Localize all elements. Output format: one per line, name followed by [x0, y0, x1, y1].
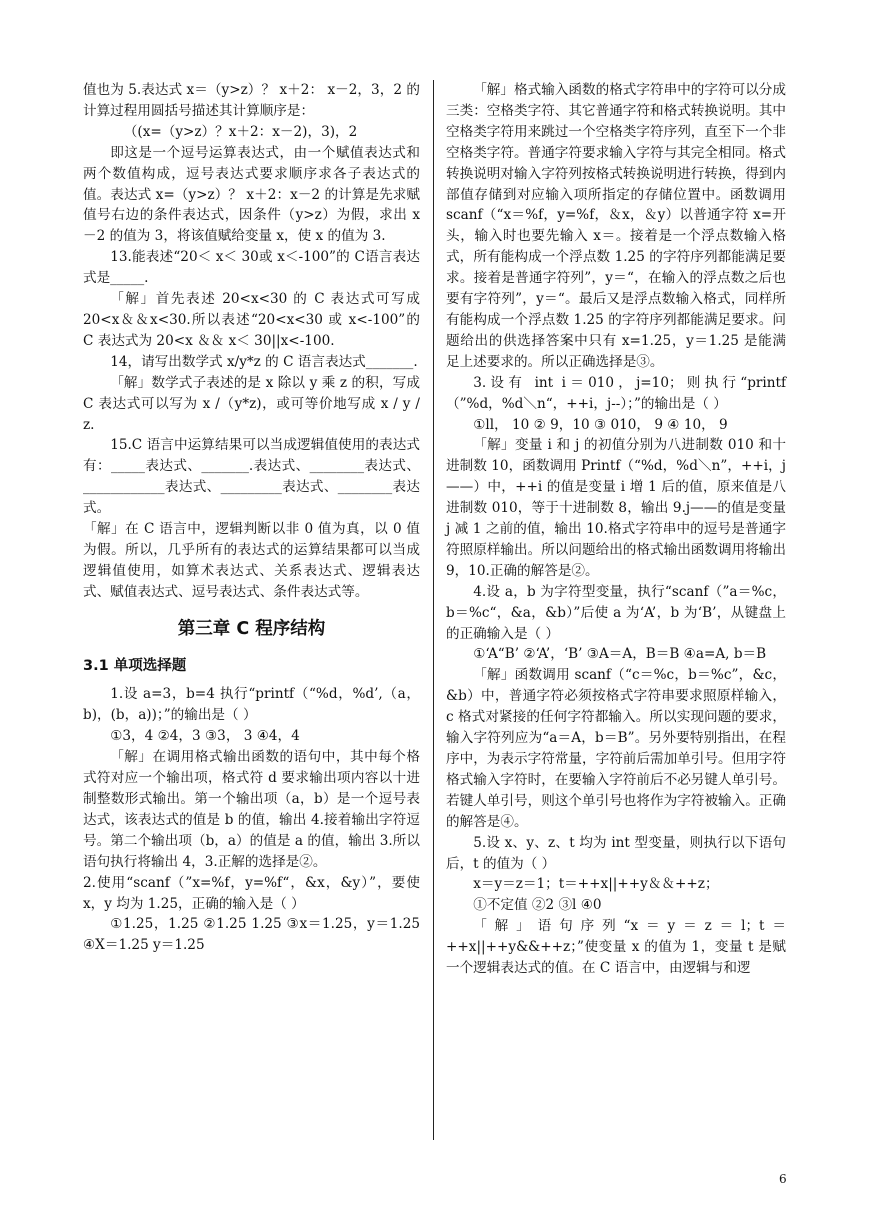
- paragraph: 「解」数学式子表述的是 x 除以 y 乘 z 的积，写成 C 表达式可以写为 x /（y*z)，或可等价地写成 x / y / z.: [83, 374, 420, 433]
- paragraph: ①‘A“B’ ②‘A’，‘B’ ③A＝A，B＝B ④a=A, b＝B: [473, 646, 767, 663]
- paragraph: 「解」格式输入函数的格式字符串中的字符可以分成三类：空格类字符、其它普通字符和格式转换说明。其中空格类字符用来跳过一个空格类字符序列，直至下一个非空格类字符。普通字符要求输入字符与其完全相同。格式转换说明对输入字符列按格式转换说明进行转换，得到内部值存储到对应输入项所指定的存储位置中。函数调用 scanf（“x＝%f，y=%f，＆x，＆y）以普通字符 x=开头，输入时也要先输入 x＝。接着是一个浮点数输入格式，所有能构成一个浮点数 1.25 的字符序列都能满足要求。接着是普通字符列”，y＝“，在输入的浮点数之后也要有字符列”，y＝“。最后又是浮点数输入格式，同样所有能构成一个浮点数 1.25 的字符序列都能满足要求。问题给出的供选择答案中只有 x=1.25，y＝1.25 是能满足上述要求的。所以正确选择是③。: [446, 82, 786, 370]
- paragraph: 「解」函数调用 scanf（“c＝%c，b＝%c”，&c，&b）中，普通字符必须按格式字符串要求照原样输入，c 格式对紧接的任何字符都输入。所以实现问题的要求，输入字符列应为“a＝A，b＝B”。另外要特别指出，在程序中，为表示字符常量，字符前后需加单引号。但用字符格式输入字符时，在要输入字符前后不必另键人单引号。若键人单引号，则这个单引号也将作为字符被输入。正确的解答是④。: [446, 667, 786, 830]
- paragraph: 4.设 a，b 为字符型变量，执行“scanf（”a＝%c，b＝%c“，&a，&b）”后使 a 为‘A’，b 为‘B’，从键盘上的正确输入是（ ）: [446, 583, 786, 642]
- paragraph: 2.使用“scanf（”x=%f，y=%f“，&x，&y）”，要使 x，y 均为 1.25，正确的输入是（ ）: [83, 874, 420, 912]
- paragraph: 5.设 x、y、z、t 均为 int 型变量，则执行以下语句后，t 的值为（ ）: [446, 834, 786, 872]
- paragraph: 值也为 5.表达式 x＝（y>z）？ x＋2： x－2，3，2 的计算过程用圆括号描述其计算顺序是：: [83, 82, 420, 119]
- paragraph: 「解」首先表述 20<x<30 的 C 表达式可写成 20<x＆＆x<30.所以表述“20<x<30 或 x<-100”的 C 表达式为 20<x ＆＆ x＜ 30||x<-100.: [83, 291, 420, 349]
- right-column: [446, 80, 786, 979]
- section-heading: 3.1 单项选择题: [83, 657, 187, 674]
- paragraph: 「解」在 C 语言中，逻辑判断以非 0 值为真，以 0 值为假。所以，几乎所有的表达式的运算结果都可以当成逻辑值使用，如算术表达式、关系表达式、逻辑表达式、赋值表达式、逗号表达式、条件表达式等。: [83, 521, 420, 600]
- paragraph: 3.设有 int i＝010，j=10；则执行“printf（”%d，%d＼n“，++i，j--）；”的输出是（ ）: [446, 374, 786, 412]
- paragraph: 「解」变量 i 和 j 的初值分别为八进制数 010 和十进制数 10，函数调用 Printf（“%d，%d＼n”，++i，j——）中，++i 的值是变量 i 增 1 后的值，原来值是八进制数 010，等于十进制数 8，输出 9.j——的值是变量 j 减 1 之前的值，输出 10.格式字符串中的逗号是普通字符照原样输出。所以问题给出的格式输出函数调用将输出 9，10.正确的解答是②。: [446, 437, 786, 579]
- paragraph: 15.C 语言中运算结果可以当成逻辑值使用的表达式有：_____表达式、_______.表达式、________表达式、____________表达式、_________表达式、________表达式。: [83, 437, 420, 517]
- paragraph: ①不定值 ②2 ③l ④0: [473, 897, 602, 914]
- paragraph: ①ll， 10 ② 9，10 ③ 010， 9 ④ 10， 9: [473, 416, 728, 433]
- paragraph: 1.设 a=3，b=4 执行“printf（“%d，%d’,（a，b)，(b，a))；”的输出是（ ）: [83, 686, 420, 724]
- paragraph: （(x=（y>z）？x＋2：x－2)，3)，2: [123, 123, 358, 140]
- paragraph: 14，请写出数学式 x/y*z 的 C 语言表达式_______.: [110, 353, 418, 370]
- paragraph: 「解」在调用格式输出函数的语句中，其中每个格式符对应一个输出项，格式符 d 要求输出项内容以十进制整数形式输出。第一个输出项（a，b）是一个逗号表达式，该表达式的值是 b 的值，输出 4.接着输出字符逗号。第二个输出项（b，a）的值是 a 的值，输出 3.所以语句执行将输出 4，3.正解的选择是②。: [83, 749, 420, 870]
- page-number: 6: [779, 1172, 787, 1186]
- paragraph: 即这是一个逗号运算表达式，由一个赋值表达式和两个数值构成，逗号表达式要求顺序求各子表达式的值。表达式 x=（y>z）？ x＋2：x－2 的计算是先求赋值号右边的条件表达式，因条件（y>z）为假，求出 x－2 的值为 3，将该值赋给变量 x，使 x 的值为 3.: [83, 144, 420, 245]
- paragraph: ①1.25，1.25 ②1.25 1.25 ③x＝1.25，y＝1.25 ④X＝1.25 y＝1.25: [83, 916, 420, 954]
- paragraph: x＝y＝z＝1；t＝++x||++y＆＆++z；: [473, 876, 719, 893]
- paragraph: 「解」语句序列“x＝y＝z＝l；t＝++x||++y&&++z；”使变量 x 的值为 1，变量 t 是赋一个逻辑表达式的值。在 C 语言中，由逻辑与和逻: [446, 918, 786, 977]
- paragraph: ①3，4 ②4，3 ③3， 3 ④4，4: [110, 728, 300, 745]
- chapter-heading: 第三章 C 程序结构: [177, 618, 326, 639]
- column-divider: [433, 80, 434, 1140]
- left-column: [83, 80, 420, 956]
- paragraph: 13.能表述“20＜ x＜ 30或 x＜-100”的 C语言表达式是_____.: [83, 249, 420, 287]
